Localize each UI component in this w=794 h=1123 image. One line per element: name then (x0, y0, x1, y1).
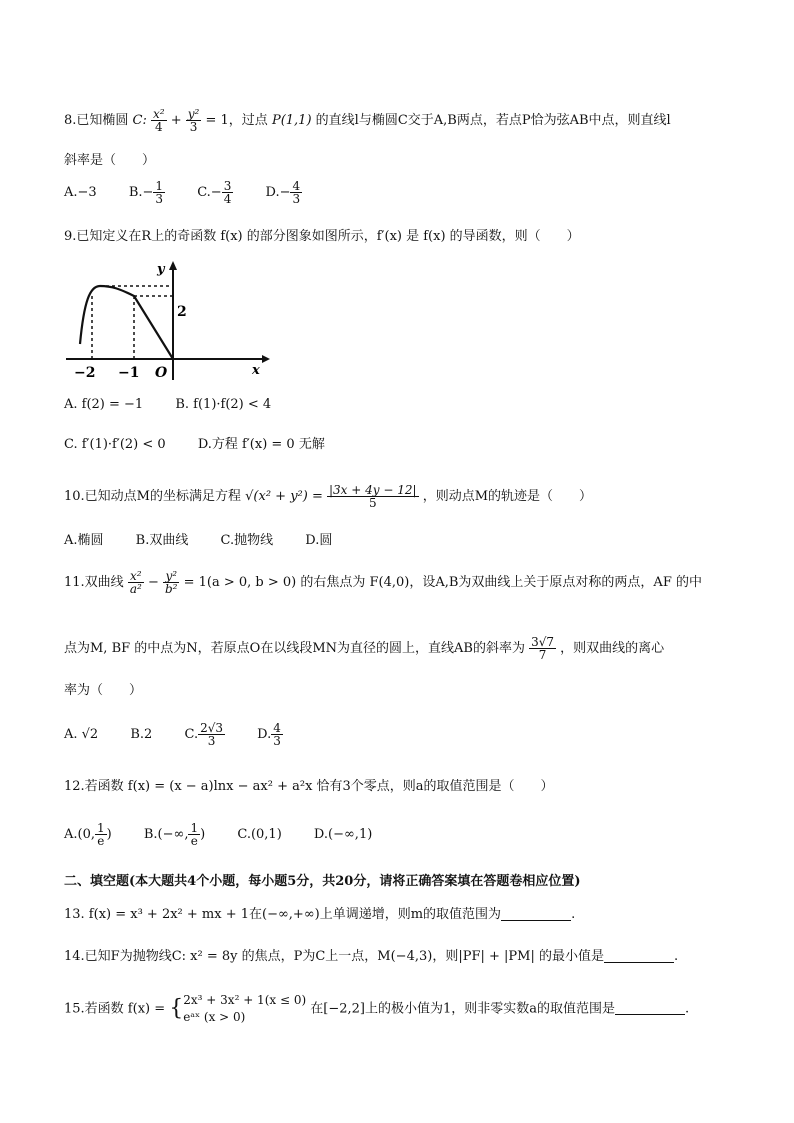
q8-option-c: C.− $\frac{3}{4}$ (197, 179, 232, 206)
q11-slope: $\frac{3√7}{7}$ (531, 635, 555, 662)
q9-options-cd (64, 438, 353, 451)
q10-stem: 10.已知动点M的坐标满足方程 √(x² + y²) = $\frac{|3x + 4y - 12|}{5}$ ，则动点M的轨迹是（ ） (64, 483, 592, 510)
q12-stem: 12.若函数 f(x) = (x − a)lnx − ax² + a²x 恰有3个零点，则a的取值范围是（ ） (64, 779, 554, 794)
q8-options (64, 180, 330, 205)
x-label: x (252, 363, 260, 378)
q11-option-b: B.2 (130, 727, 153, 742)
function-curve (80, 286, 173, 359)
q8-frac-x: $\frac{\text{x²}}{4}$ (153, 107, 165, 134)
q10-frac: $\frac{|3x + 4y - 12|}{5}$ (329, 483, 417, 510)
q15-answer-blank[interactable] (615, 1002, 685, 1015)
q9-stem: 9.已知定义在R上的奇函数 f(x) 的部分图象如图所示，f′(x) 是 f(x) 的导函数，则（ ） (64, 229, 580, 244)
q8-line2: 斜率是（ ） (64, 153, 156, 168)
q15-cases: 2x³ + 3x² + 1(x ≤ 0) eᵃˣ (x > 0) (183, 993, 307, 1024)
q8-option-d: D.− $\frac{4}{3}$ (265, 179, 301, 206)
q8-line1: 8.已知椭圆 C: $\frac{\text{x²}}{4}$ + $\frac{\text{y²}}{3}$ = 1，过点 P(1,1) 的直线l与椭圆C交于A,B两点，若点P恰为弦AB中点，则直线l (64, 107, 671, 134)
q14-stem: 14.已知F为抛物线C: x² = 8y 的焦点，P为C上一点，M(−4,3)，则|PF| + |PM| 的最小值是 . (64, 949, 679, 964)
q10-option-b: B.双曲线 (135, 533, 189, 548)
q14-answer-blank[interactable] (604, 950, 674, 963)
tick-2: 2 (177, 304, 187, 320)
q12-options (64, 822, 400, 847)
q11-options (64, 722, 311, 747)
q10-option-d: D.圆 (305, 533, 333, 548)
q9-option-c: C. f′(1)·f′(2) < 0 (64, 437, 166, 452)
q12-option-d: D.(−∞,1) (313, 827, 373, 842)
q10-option-a: A.椭圆 (64, 533, 104, 548)
tick-minus-1: −1 (118, 365, 140, 381)
q10-options (64, 534, 360, 547)
q13-answer-blank[interactable] (501, 908, 571, 921)
q8-frac-y: $\frac{\text{y²}}{3}$ (187, 107, 200, 134)
origin-label: O (155, 365, 168, 381)
x-axis-arrow (262, 355, 270, 363)
q12-option-c: C.(0,1) (237, 827, 282, 842)
q15-stem: 15.若函数 f(x) = { 2x³ + 3x² + 1(x ≤ 0) eᵃˣ (x > 0) 在[−2,2]上的极小值为1，则非零实数a的取值范围是 . (64, 993, 690, 1024)
y-axis-arrow (169, 261, 177, 270)
q9-options-ab (64, 398, 299, 411)
q10-option-c: C.抛物线 (220, 533, 274, 548)
q8-stem: 8.已知椭圆 (64, 113, 129, 128)
q8-option-a: A.−3 (64, 185, 97, 200)
q11-line2: 点为M, BF 的中点为N，若原点O在以线段MN为直径的圆上，直线AB的斜率为 $\frac{3√7}{7}$ ，则双曲线的离心 (64, 635, 665, 662)
q9-option-d: D.方程 f′(x) = 0 无解 (197, 437, 325, 452)
section-fill-in-title: 二、填空题(本大题共4个小题，每小题5分，共20分，请将正确答案填在答题卷相应位置) (64, 874, 581, 889)
q13-stem: 13. f(x) = x³ + 2x² + mx + 1在(−∞,+∞)上单调递增，则m的取值范围为 . (64, 907, 576, 922)
q11-line1: 11.双曲线 $\frac{\text{x²}}{\text{a²}}$ − $\frac{\text{y²}}{\text{b²}}$ = 1(a > 0, b > 0) 的右焦点为 F(4,0)，设A,B为双曲线上关于原点对称的两点，AF 的中 (64, 569, 702, 596)
q12-option-a: A.(0, $\frac{1}{e}$ ) (64, 821, 112, 848)
q8-option-b: B.− $\frac{1}{3}$ (128, 179, 164, 206)
q9-option-a: A. f(2) = −1 (64, 397, 144, 412)
q11-option-d: D. $\frac{4}{3}$ (257, 721, 281, 748)
tick-minus-2: −2 (74, 365, 96, 381)
q11-option-c: C. $\frac{2√3}{3}$ (184, 721, 224, 748)
q11-option-a: A. √2 (64, 727, 99, 742)
q9-graph (62, 256, 292, 384)
q11-line3: 率为（ ） (64, 683, 143, 698)
y-label: y (157, 262, 165, 277)
q12-option-b: B.(−∞, $\frac{1}{e}$ ) (143, 821, 206, 848)
q9-option-b: B. f(1)·f(2) < 4 (175, 397, 272, 412)
